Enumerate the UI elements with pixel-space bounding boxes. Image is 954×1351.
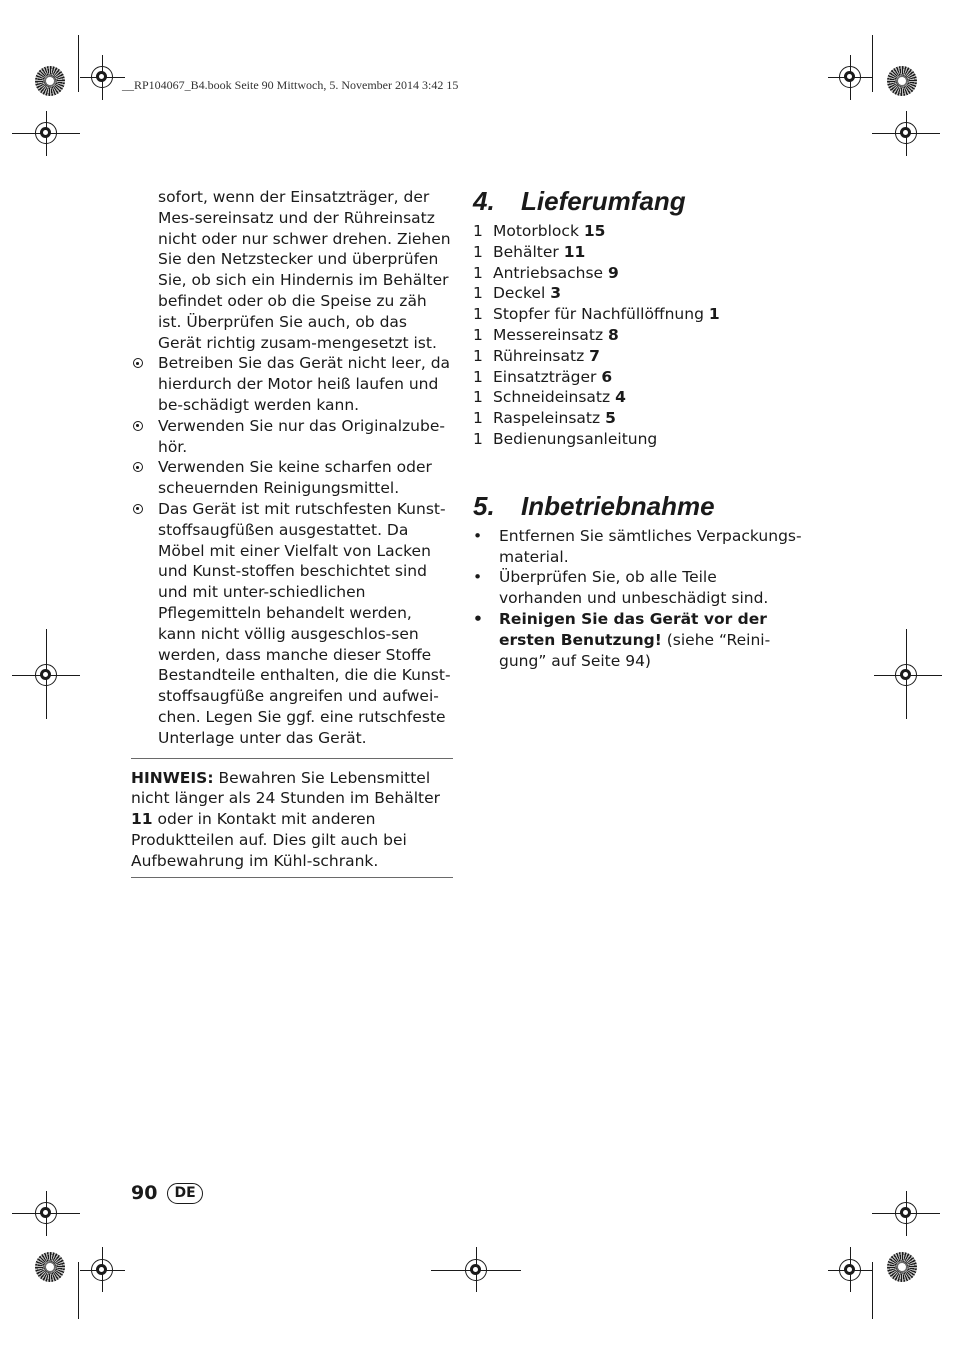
bullet-dot-icon: •: [473, 568, 483, 587]
registration-mark-icon: [465, 1259, 487, 1281]
color-rosette-icon: [35, 66, 65, 96]
page-number: 90: [131, 1182, 158, 1204]
divider: [131, 877, 453, 878]
registration-mark-icon: [839, 66, 861, 88]
registration-mark-icon: [91, 66, 113, 88]
registration-mark-icon: [35, 122, 57, 144]
list-item: 1 Rühreinsatz 7: [473, 346, 600, 365]
list-item: 1 Schneideinsatz 4: [473, 388, 626, 407]
left-column: [131, 187, 453, 878]
divider: [131, 758, 453, 759]
bullet-circle-icon: [133, 504, 143, 514]
bullet-circle-icon: [133, 462, 143, 472]
list-item: 1 Motorblock 15: [473, 222, 606, 240]
registration-mark-icon: [35, 1202, 57, 1224]
list-item: • Reinigen Sie das Gerät vor der ersten Benutzung! (siehe “Reini-gung” auf Seite 94): [473, 609, 771, 670]
list-item: 1 Behälter 11: [473, 242, 586, 261]
color-rosette-icon: [887, 1252, 917, 1282]
list-item: • Entfernen Sie sämtliches Verpackungs-material.: [473, 526, 802, 566]
section-inbetriebnahme: [473, 492, 803, 672]
bullet-dot-icon: •: [473, 526, 483, 545]
list-item: • Überprüfen Sie, ob alle Teile vorhanden und unbeschädigt sind.: [473, 568, 769, 608]
section-heading-lieferumfang: 4. Lieferumfang: [473, 186, 686, 216]
setup-list: [473, 526, 803, 672]
bullet-circle-icon: [133, 421, 143, 431]
note-label: HINWEIS:: [131, 768, 214, 787]
color-rosette-icon: [887, 66, 917, 96]
registration-mark-icon: [895, 122, 917, 144]
safety-list: [131, 353, 453, 748]
list-item: Verwenden Sie nur das Originalzube-hör.: [131, 416, 453, 458]
registration-mark-icon: [91, 1259, 113, 1281]
list-item: 1 Bedienungsanleitung: [473, 429, 658, 448]
list-item: 1 Deckel 3: [473, 284, 561, 303]
list-item: 1 Stopfer für Nachfüllöffnung 1: [473, 305, 720, 324]
list-item: 1 Einsatzträger 6: [473, 367, 613, 386]
language-badge: DE: [167, 1183, 202, 1204]
parts-list: [473, 221, 803, 450]
list-item: Das Gerät ist mit rutschfesten Kunst-stoffsaugfüßen ausgestattet. Da Möbel mit einer Vielfalt von Lacken und Kunst-stoffen beschichtet sind und mit unter-schiedlichen Pflegemitteln behandelt werden, kann nicht völlig ausgeschlos-sen werden, dass manche dieser Stoffe Bestandteile enthalten, die die Kunst-stoffsaugfüße angreifen und aufwei-chen. Legen Sie ggf. eine rutschfeste Unterlage unter das Gerät.: [131, 499, 453, 749]
list-item: 1 Messereinsatz 8: [473, 325, 619, 344]
right-column: [473, 187, 803, 671]
registration-mark-icon: [839, 1259, 861, 1281]
print-header: __RP104067_B4.book Seite 90 Mittwoch, 5. November 2014 3:42 15: [122, 78, 459, 92]
bullet-dot-icon: •: [473, 609, 483, 628]
bullet-circle-icon: [133, 358, 143, 368]
list-item: Verwenden Sie keine scharfen oder scheuernden Reinigungsmittel.: [131, 457, 453, 499]
note-box: HINWEIS: Bewahren Sie Lebensmittel nicht länger als 24 Stunden im Behälter 11 oder in Kontakt mit anderen Produktteilen auf. Dies gilt auch bei Aufbewahrung im Kühl-schrank.: [131, 768, 441, 870]
color-rosette-icon: [35, 1252, 65, 1282]
registration-mark-icon: [35, 664, 57, 686]
list-item: 1 Raspeleinsatz 5: [473, 409, 616, 428]
registration-mark-icon: [895, 664, 917, 686]
list-item: Betreiben Sie das Gerät nicht leer, da hierdurch der Motor heiß laufen und be-schädigt werden kann.: [131, 353, 453, 415]
list-item: 1 Antriebsachse 9: [473, 263, 619, 282]
section-heading-inbetriebnahme: 5. Inbetriebnahme: [473, 490, 715, 521]
page-footer: [131, 1182, 203, 1204]
registration-mark-icon: [895, 1202, 917, 1224]
continuation-text: sofort, wenn der Einsatzträger, der Mes-sereinsatz und der Rühreinsatz nicht oder nur schwer drehen. Ziehen Sie den Netzstecker und überprüfen Sie, ob sich ein Hindernis im Behälter befindet oder ob die Speise zu zäh ist. Überprüfen Sie auch, ob das Gerät richtig zusam-mengesetzt ist.: [158, 188, 451, 352]
